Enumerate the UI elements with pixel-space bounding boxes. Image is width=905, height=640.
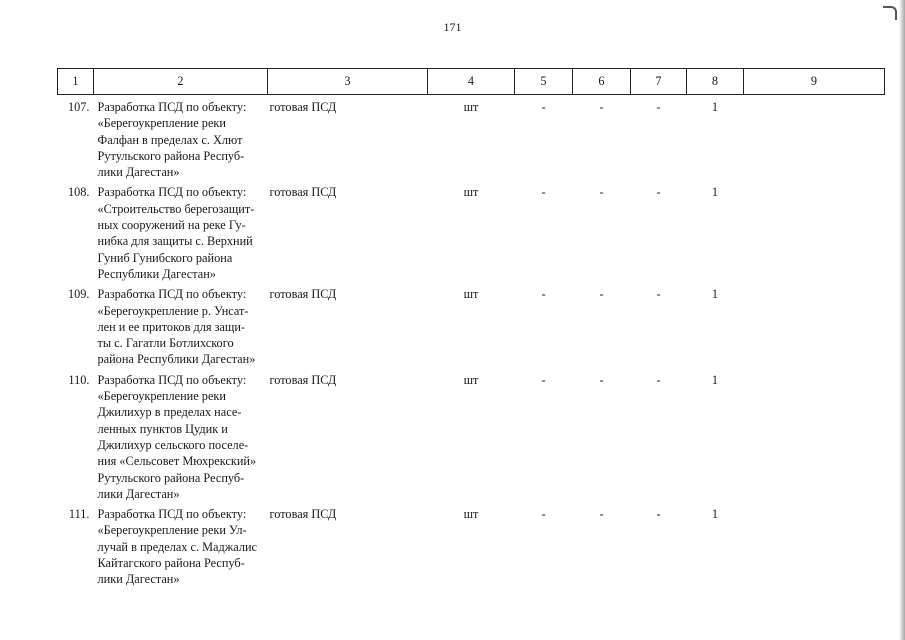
unit: шт <box>463 287 479 302</box>
work-name-line: ных сооружений на реке Гу- <box>97 218 246 233</box>
work-name-line: ты с. Гагатли Ботлихского <box>97 336 234 351</box>
column-header-3: 3 <box>268 69 428 95</box>
value-col-8: 1 <box>711 185 719 200</box>
result: готовая ПСД <box>269 287 337 302</box>
work-name-line: ленных пунктов Цудик и <box>97 421 228 436</box>
work-name-line: Рутульского района Респуб- <box>97 470 245 485</box>
work-name-line: лен и ее притоков для защи- <box>97 319 246 334</box>
row-number: 109. <box>67 287 90 302</box>
work-name-line: Рутульского района Респуб- <box>97 148 245 163</box>
work-name <box>94 502 268 587</box>
column-header-2: 2 <box>94 69 268 95</box>
column-header-9: 9 <box>744 69 885 95</box>
data-table <box>57 68 885 588</box>
work-name-line: нибка для защиты с. Верхний <box>97 234 253 249</box>
work-name-line: Разработка ПСД по объекту: <box>97 100 247 114</box>
work-name-line: Разработка ПСД по объекту: <box>97 372 247 387</box>
table-row <box>58 368 885 502</box>
unit: шт <box>463 100 479 114</box>
value-col-6: - <box>599 287 604 302</box>
work-name <box>94 282 268 367</box>
value-col-5: - <box>541 372 546 387</box>
work-name-line: Разработка ПСД по объекту: <box>97 287 247 302</box>
scan-edge-shadow <box>899 0 905 640</box>
value-col-7: - <box>656 507 661 522</box>
work-name-line: Разработка ПСД по объекту: <box>97 507 247 522</box>
work-name-line: Джилихур в пределах насе- <box>97 405 242 420</box>
scan-corner-mark <box>883 6 897 20</box>
value-col-9 <box>744 368 885 502</box>
column-header-7: 7 <box>631 69 687 95</box>
work-name-line: «Берегоукрепление р. Унсат- <box>97 303 249 318</box>
value-col-9 <box>744 282 885 367</box>
column-header-8: 8 <box>687 69 744 95</box>
unit: шт <box>463 372 479 387</box>
value-col-8: 1 <box>711 507 719 522</box>
value-col-8: 1 <box>711 287 719 302</box>
work-name-line: Разработка ПСД по объекту: <box>97 185 247 200</box>
value-col-9 <box>744 95 885 181</box>
unit: шт <box>463 507 479 522</box>
result: готовая ПСД <box>269 185 337 200</box>
value-col-5: - <box>541 100 546 114</box>
value-col-7: - <box>656 287 661 302</box>
work-name <box>94 368 268 502</box>
work-name-line: лики Дагестан» <box>97 486 180 501</box>
table-row <box>58 95 885 181</box>
row-number: 108. <box>67 185 90 200</box>
work-name-line: Республики Дагестан» <box>97 266 216 281</box>
page-number: 171 <box>443 20 462 34</box>
row-number: 111. <box>68 507 90 522</box>
column-header-5: 5 <box>515 69 573 95</box>
work-name-line: Фалфан в пределах с. Хлют <box>97 132 243 147</box>
work-name-line: Гуниб Гунибского района <box>97 250 233 265</box>
work-name-line: «Берегоукрепление реки <box>97 116 226 131</box>
value-col-5: - <box>541 507 546 522</box>
value-col-7: - <box>656 100 661 114</box>
work-name-line: района Республики Дагестан» <box>97 352 256 367</box>
value-col-9 <box>744 502 885 587</box>
result: готовая ПСД <box>269 507 337 522</box>
work-name-line: ния «Сельсовет Мюхрекский» <box>97 454 257 469</box>
value-col-6: - <box>599 372 604 387</box>
unit: шт <box>463 185 479 200</box>
work-name <box>94 180 268 282</box>
row-number: 110. <box>68 372 90 387</box>
work-name-line: лики Дагестан» <box>97 572 180 587</box>
value-col-6: - <box>599 507 604 522</box>
value-col-6: - <box>599 185 604 200</box>
header-row <box>58 69 885 95</box>
work-name <box>94 95 268 181</box>
table-row <box>58 282 885 367</box>
value-col-9 <box>744 180 885 282</box>
value-col-6: - <box>599 100 604 114</box>
work-name-line: Кайтагского района Респуб- <box>97 556 245 571</box>
result: готовая ПСД <box>269 372 337 387</box>
value-col-7: - <box>656 185 661 200</box>
work-name-line: «Строительство берегозащит- <box>97 201 255 216</box>
column-header-6: 6 <box>573 69 631 95</box>
work-name-line: «Берегоукрепление реки <box>97 389 226 404</box>
work-name-line: «Берегоукрепление реки Ул- <box>97 523 247 538</box>
value-col-5: - <box>541 185 546 200</box>
table-row <box>58 180 885 282</box>
column-header-1: 1 <box>58 69 94 95</box>
work-name-line: лучай в пределах с. Маджалис <box>97 539 258 554</box>
work-name-line: лики Дагестан» <box>97 165 180 180</box>
work-name-line: Джилихур сельского поселе- <box>97 437 249 452</box>
table-row <box>58 502 885 587</box>
value-col-5: - <box>541 287 546 302</box>
value-col-8: 1 <box>711 100 719 114</box>
value-col-8: 1 <box>711 372 719 387</box>
row-number: 107. <box>67 100 90 114</box>
column-header-4: 4 <box>428 69 515 95</box>
result: готовая ПСД <box>269 100 337 114</box>
value-col-7: - <box>656 372 661 387</box>
